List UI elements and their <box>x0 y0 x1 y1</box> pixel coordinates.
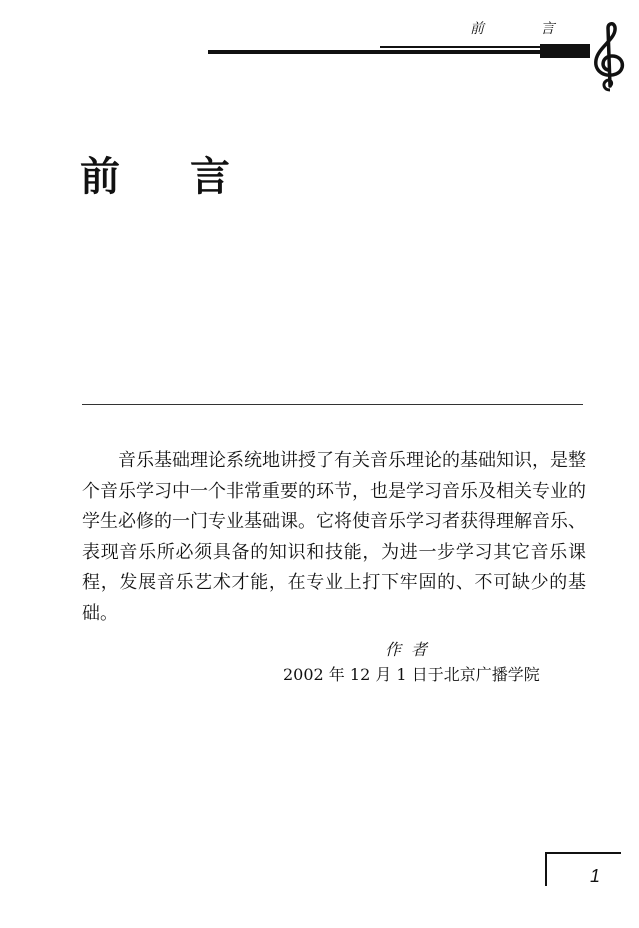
footer-page-frame <box>545 852 621 886</box>
author-label: 作者 <box>385 640 438 659</box>
page-number: 1 <box>590 866 601 886</box>
running-header-title: 前 言 <box>470 21 581 37</box>
title-divider <box>82 404 583 405</box>
body-paragraph: 音乐基础理论系统地讲授了有关音乐理论的基础知识，是整个音乐学习中一个非常重要的环节，也是学习音乐及相关专业的学生必修的一门专业基础课。它将使音乐学习者获得理解音乐、表现音乐所必须具备的知识和技能，为进一步学习其它音乐课程，发展音乐艺术才能，在专业上打下牢固的、不可缺少的基础。 <box>82 450 586 624</box>
date-place-line: 2002 年 12 月 1 日于北京广播学院 <box>283 665 540 684</box>
page-title: 前言 <box>80 153 300 200</box>
header-rule-block <box>540 44 590 58</box>
header-rule <box>208 50 590 54</box>
treble-clef-icon <box>584 20 634 92</box>
